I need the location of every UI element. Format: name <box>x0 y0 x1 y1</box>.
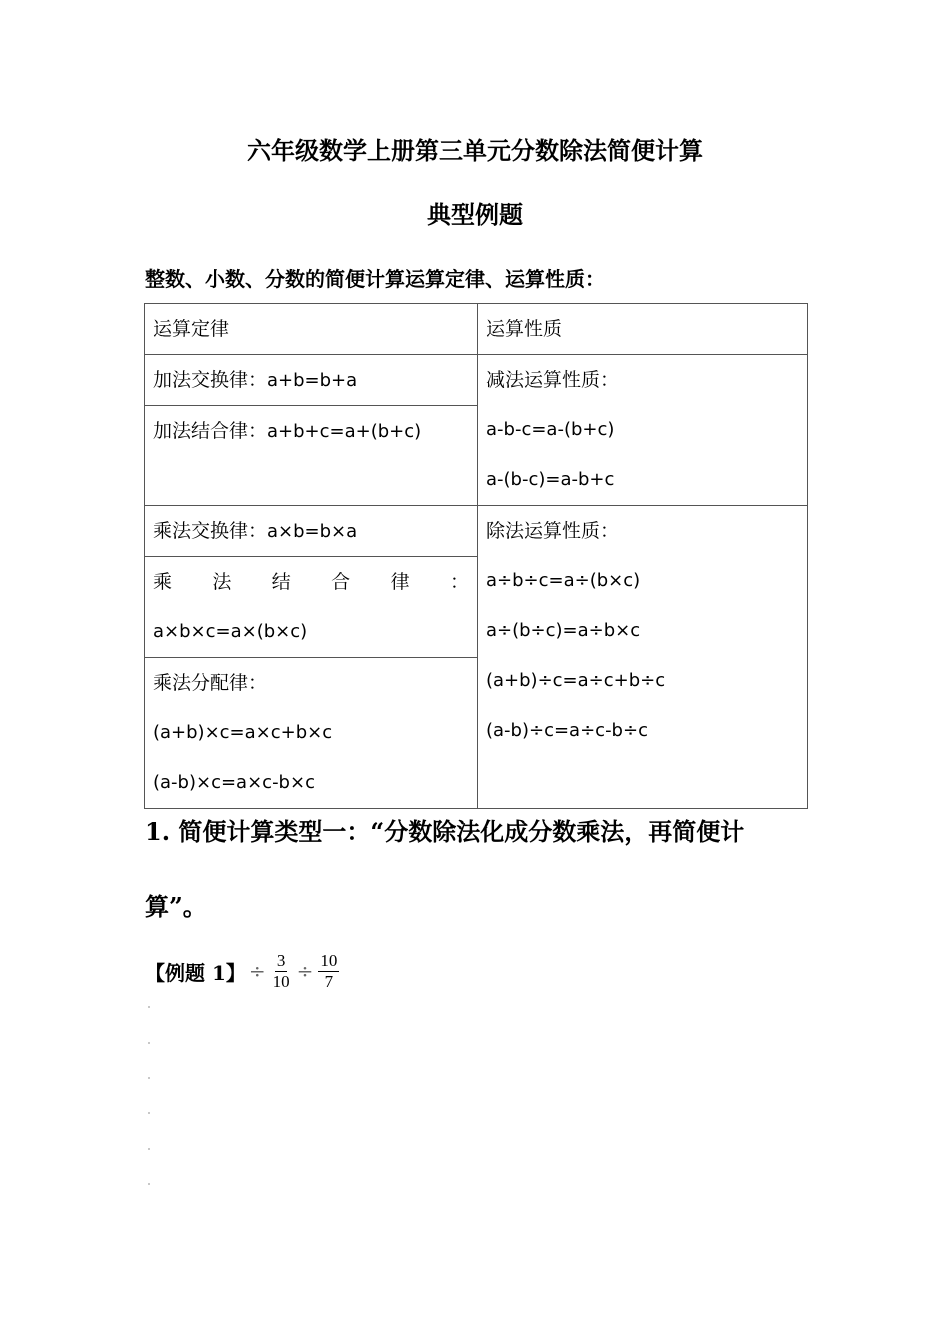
add-associative-row <box>153 406 469 456</box>
cell-subtraction-property <box>478 355 808 506</box>
mul-commutative-formula: a×b=b×a <box>267 521 358 542</box>
mul-distributive-name: 乘法分配律： <box>153 672 268 694</box>
mul-distributive-formula-2: (a-b)×c=a×c-b×c <box>153 772 315 793</box>
section-1-heading: 1. 简便计算类型一：“分数除法化成分数乘法，再简便计 <box>145 817 745 846</box>
cell-division-property <box>478 506 808 809</box>
intro-text: 整数、小数、分数的简便计算运算定律、运算性质： <box>145 267 605 291</box>
paragraph-mark <box>148 1112 150 1114</box>
mul-distributive-formula-1: (a+b)×c=a×c+b×c <box>153 722 333 743</box>
add-commutative-name: 加法交换律： <box>153 369 268 391</box>
mul-associative-char: ： <box>449 571 469 593</box>
division-formula-3: (a+b)÷c=a÷c+b÷c <box>486 670 666 691</box>
document-title: 六年级数学上册第三单元分数除法简便计算 <box>247 136 703 165</box>
laws-table <box>144 303 808 809</box>
add-commutative-formula: a+b=b+a <box>267 370 358 391</box>
division-sign: ÷ <box>248 959 266 983</box>
paragraph-mark <box>148 1183 150 1185</box>
cell-mul-associative <box>145 557 478 658</box>
fraction-2-numerator: 10 <box>320 950 338 970</box>
division-formula-1: a÷b÷c=a÷(b×c) <box>486 570 641 591</box>
mul-associative-char: 合 <box>331 571 351 593</box>
cell-add-commutative <box>145 355 478 406</box>
paragraph-mark <box>148 1006 150 1008</box>
header-properties <box>478 304 808 355</box>
mul-commutative-row <box>153 506 469 556</box>
mul-associative-name <box>153 557 469 607</box>
fraction-1-numerator: 3 <box>276 950 286 970</box>
mul-associative-char: 结 <box>271 571 291 593</box>
subtraction-property-name: 减法运算性质： <box>486 369 620 391</box>
header-properties-label: 运算性质 <box>486 318 563 340</box>
add-associative-formula: a+b+c=a+(b+c) <box>267 421 422 443</box>
division-formula-2: a÷(b÷c)=a÷b×c <box>486 620 641 641</box>
fraction-2 <box>318 951 339 992</box>
paragraph-mark <box>148 1077 150 1079</box>
cell-mul-commutative <box>145 506 478 557</box>
subtraction-formula-1: a-b-c=a-(b+c) <box>486 419 615 440</box>
paragraph-mark <box>148 1042 150 1044</box>
subtraction-formula-2: a-(b-c)=a-b+c <box>486 469 615 490</box>
mul-associative-char: 律 <box>390 571 410 593</box>
mul-associative-char: 乘 <box>153 571 173 593</box>
paragraph-mark <box>148 1148 150 1150</box>
add-commutative-row <box>153 355 469 405</box>
header-laws <box>145 304 478 355</box>
cell-mul-distributive <box>145 658 478 809</box>
document-subtitle: 典型例题 <box>427 200 523 229</box>
cell-add-associative <box>145 406 478 506</box>
mul-commutative-name: 乘法交换律： <box>153 520 268 542</box>
fraction-1-denominator: 10 <box>272 971 290 991</box>
mul-associative-char: 法 <box>212 571 232 593</box>
division-formula-4: (a-b)÷c=a÷c-b÷c <box>486 720 648 741</box>
header-laws-label: 运算定律 <box>153 318 230 340</box>
section-1-heading-continued: 算”。 <box>145 892 207 921</box>
fraction-2-denominator: 7 <box>324 971 334 991</box>
fraction-1 <box>271 951 292 992</box>
mul-associative-formula: a×b×c=a×(b×c) <box>153 621 308 642</box>
add-associative-name: 加法结合律： <box>153 420 268 443</box>
division-sign: ÷ <box>296 959 314 983</box>
example-1-label: 【例题 1】 <box>145 960 246 985</box>
example-1 <box>145 946 341 996</box>
division-property-name: 除法运算性质： <box>486 520 620 542</box>
